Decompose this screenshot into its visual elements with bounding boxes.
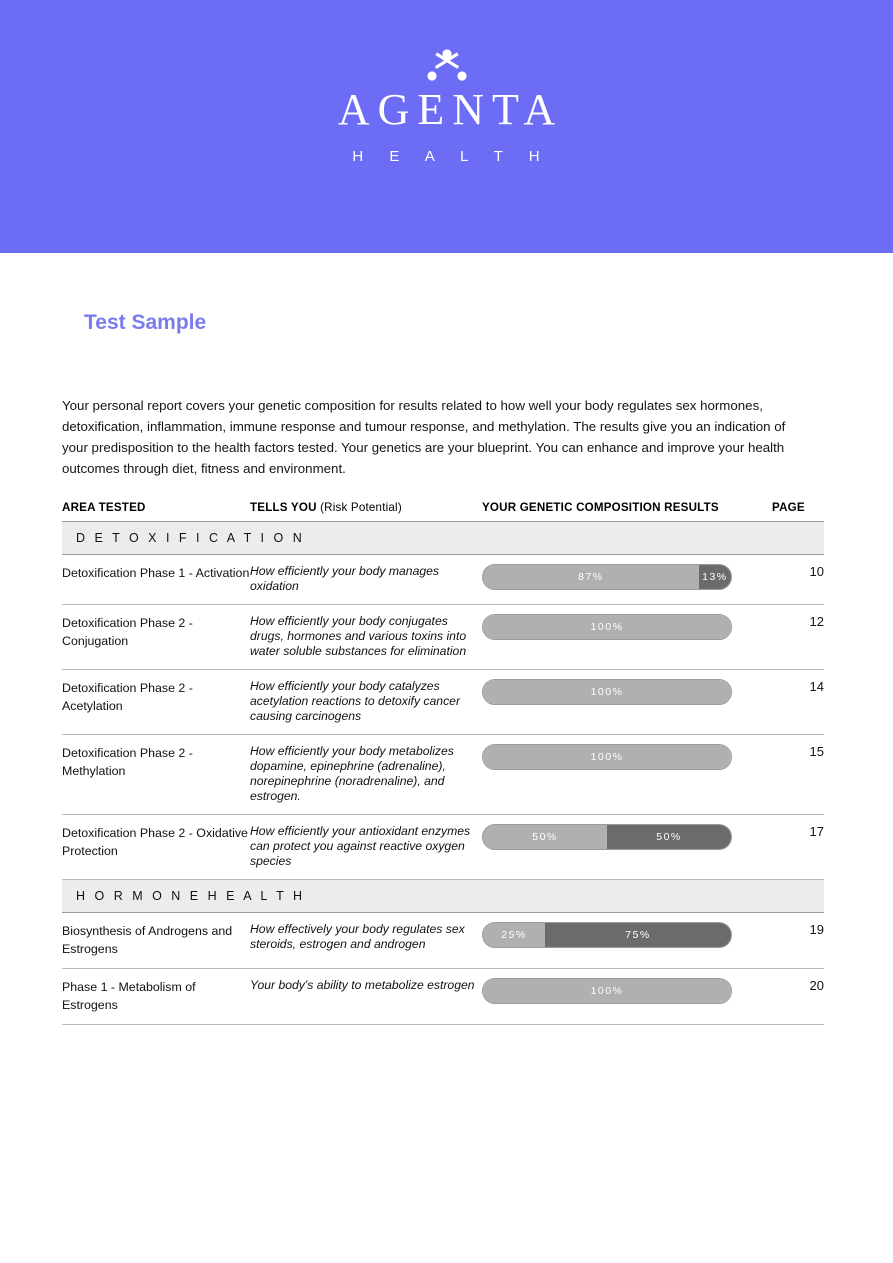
col-header-tells-main: TELLS YOU <box>250 501 321 514</box>
cell-area-tested: Detoxification Phase 2 - Conjugation <box>62 605 250 670</box>
cell-page-number: 15 <box>772 735 824 815</box>
result-bar-segment: 87% <box>483 565 699 589</box>
result-bar <box>482 978 732 1004</box>
table-row <box>62 735 824 815</box>
cell-area-tested: Detoxification Phase 2 - Oxidative Protection <box>62 815 250 880</box>
result-bar-segment: 75% <box>545 923 731 947</box>
cell-tells-you: How efficiently your body manages oxidation <box>250 555 482 605</box>
result-bar <box>482 614 732 640</box>
cell-page-number: 17 <box>772 815 824 880</box>
result-bar-segment: 100% <box>483 745 731 769</box>
table-row <box>62 555 824 605</box>
result-bar-segment: 100% <box>483 615 731 639</box>
col-header-tells-sub: (Risk Potential) <box>320 501 402 514</box>
section-header-row <box>62 522 824 555</box>
result-bar <box>482 679 732 705</box>
table-row <box>62 913 824 969</box>
brand-subtitle: H E A L T H <box>352 148 551 165</box>
cell-page-number: 12 <box>772 605 824 670</box>
cell-result <box>482 969 772 1025</box>
cell-page-number: 20 <box>772 969 824 1025</box>
result-bar <box>482 922 732 948</box>
table-header <box>62 501 824 522</box>
cell-result <box>482 605 772 670</box>
cell-page-number: 19 <box>772 913 824 969</box>
cell-area-tested: Detoxification Phase 2 - Acetylation <box>62 670 250 735</box>
brand-banner <box>0 0 893 253</box>
cell-tells-you: How efficiently your body catalyzes acetylation reactions to detoxify cancer causing carcinogens <box>250 670 482 735</box>
result-bar <box>482 744 732 770</box>
table-row <box>62 605 824 670</box>
cell-area-tested: Phase 1 - Metabolism of Estrogens <box>62 969 250 1025</box>
cell-page-number: 10 <box>772 555 824 605</box>
page-title: Test Sample <box>84 311 207 334</box>
section-header-row <box>62 880 824 913</box>
cell-result <box>482 555 772 605</box>
cell-area-tested: Detoxification Phase 1 - Activation <box>62 555 250 605</box>
intro-paragraph: Your personal report covers your genetic composition for results related to how well your body regulates sex hormones, detoxification, inflammation, immune response and tumour response, and methylation. The results give you an indication of your predisposition to the health factors tested. Your genetics are your blueprint. You can enhance and improve your health outcomes through diet, fitness and environment. <box>62 398 786 476</box>
brand-wordmark: AGENTA <box>337 85 564 134</box>
col-header-tells <box>250 501 482 522</box>
result-bar-segment: 100% <box>483 979 731 1003</box>
result-bar-segment: 100% <box>483 680 731 704</box>
results-table <box>62 501 824 1025</box>
cell-tells-you: Your body's ability to metabolize estrogen <box>250 969 482 1025</box>
page-body <box>0 311 893 1025</box>
cell-page-number: 14 <box>772 670 824 735</box>
result-bar <box>482 564 732 590</box>
col-header-area: AREA TESTED <box>62 501 146 514</box>
cell-tells-you: How efficiently your antioxidant enzymes can protect you against reactive oxygen species <box>250 815 482 880</box>
cell-result <box>482 913 772 969</box>
table-row <box>62 969 824 1025</box>
col-header-result: YOUR GENETIC COMPOSITION RESULTS <box>482 501 719 514</box>
cell-tells-you: How efficiently your body metabolizes dopamine, epinephrine (adrenaline), norepinephrine (noradrenaline), and estrogen. <box>250 735 482 815</box>
cell-tells-you: How efficiently your body conjugates drugs, hormones and various toxins into water soluble substances for elimination <box>250 605 482 670</box>
result-bar-segment: 13% <box>699 565 731 589</box>
cell-result <box>482 735 772 815</box>
cell-area-tested: Biosynthesis of Androgens and Estrogens <box>62 913 250 969</box>
section-header-label: H O R M O N E H E A L T H <box>62 880 824 913</box>
table-row <box>62 815 824 880</box>
table-row <box>62 670 824 735</box>
table-body <box>62 522 824 1025</box>
result-bar-segment: 25% <box>483 923 545 947</box>
col-header-page: PAGE <box>772 501 805 514</box>
molecule-icon <box>425 48 469 82</box>
cell-tells-you: How effectively your body regulates sex steroids, estrogen and androgen <box>250 913 482 969</box>
result-bar-segment: 50% <box>607 825 731 849</box>
cell-area-tested: Detoxification Phase 2 - Methylation <box>62 735 250 815</box>
cell-result <box>482 670 772 735</box>
result-bar-segment: 50% <box>483 825 607 849</box>
cell-result <box>482 815 772 880</box>
result-bar <box>482 824 732 850</box>
section-header-label: D E T O X I F I C A T I O N <box>62 522 824 555</box>
